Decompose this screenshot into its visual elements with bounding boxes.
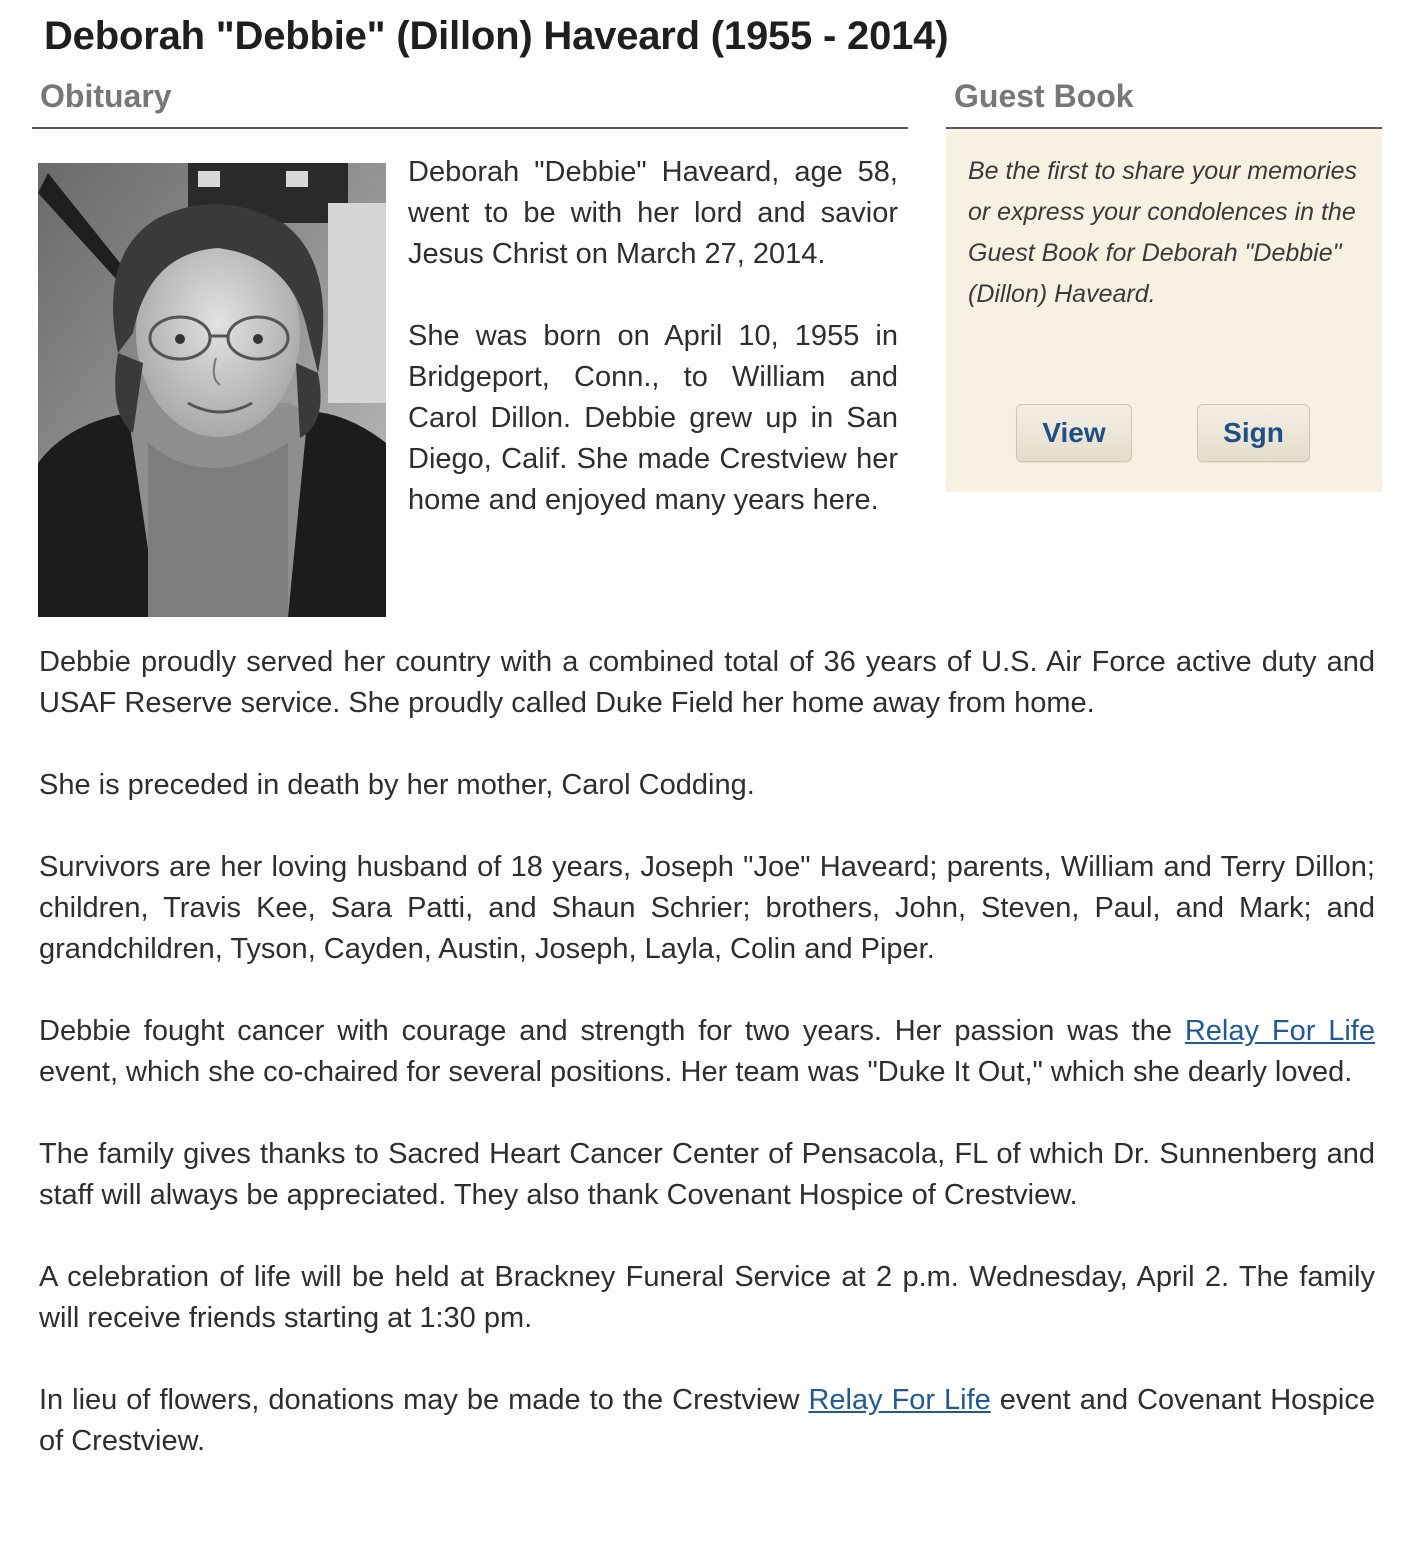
- intro-paragraph-birth: She was born on April 10, 1955 in Bridgeport, Conn., to William and Carol Dillon. Debbie grew up in San Diego, Calif. She made Crestview her home and enjoyed many years here.: [408, 320, 898, 516]
- obituary-heading: Obituary: [40, 78, 172, 114]
- preceded-paragraph: She is preceded in death by her mother, Carol Codding.: [39, 769, 755, 801]
- guestbook-view-button[interactable]: View: [1016, 404, 1132, 462]
- donations-text-before: In lieu of flowers, donations may be made to the Crestview: [39, 1384, 809, 1416]
- relay-for-life-link[interactable]: Relay For Life: [1184, 1015, 1375, 1047]
- celebration-paragraph: A celebration of life will be held at Brackney Funeral Service at 2 p.m. Wednesday, April 2. The family will receive friends starting at 1:30 pm.: [39, 1261, 1375, 1334]
- cancer-text-after: event, which she co-chaired for several positions. Her team was "Duke It Out," which she dearly loved.: [39, 1056, 1353, 1088]
- cancer-text-before: Debbie fought cancer with courage and strength for two years. Her passion was the: [39, 1015, 1185, 1047]
- thanks-paragraph: The family gives thanks to Sacred Heart Cancer Center of Pensacola, FL of which Dr. Sunnenberg and staff will always be appreciated. They also thank Covenant Hospice of Crestview.: [39, 1138, 1375, 1211]
- obituary-divider: [32, 127, 908, 129]
- guestbook-message: Be the first to share your memories or express your condolences in the Guest Book for Deborah "Debbie" (Dillon) Haveard.: [968, 157, 1358, 308]
- guestbook-heading: Guest Book: [954, 78, 1134, 114]
- portrait-illustration: [38, 163, 386, 617]
- obituary-body: [39, 642, 1375, 1462]
- obituary-photo: [38, 163, 386, 617]
- intro-paragraph-death: Deborah "Debbie" Haveard, age 58, went to be with her lord and savior Jesus Christ on March 27, 2014.: [408, 156, 898, 270]
- service-paragraph: Debbie proudly served her country with a combined total of 36 years of U.S. Air Force active duty and USAF Reserve service. She proudly called Duke Field her home away from home.: [39, 646, 1375, 719]
- guestbook-sign-button[interactable]: Sign: [1197, 404, 1310, 462]
- guestbook-panel: [946, 129, 1382, 492]
- page-title: Deborah "Debbie" (Dillon) Haveard (1955 - 2014): [44, 14, 949, 58]
- cancer-paragraph: [39, 1011, 1375, 1093]
- donations-paragraph: [39, 1380, 1375, 1462]
- donations-text-after: event and Covenant Hospice of Crestview.: [39, 1384, 1375, 1457]
- relay-for-life-donation-link[interactable]: Relay For Life: [808, 1384, 991, 1416]
- obituary-intro: [408, 152, 898, 521]
- survivors-paragraph: Survivors are her loving husband of 18 years, Joseph "Joe" Haveard; parents, William and Terry Dillon; children, Travis Kee, Sara Patti, and Shaun Schrier; brothers, John, Steven, Paul, and Mark; and grandchildren, Tyson, Cayden, Austin, Joseph, Layla, Colin and Piper.: [39, 851, 1375, 965]
